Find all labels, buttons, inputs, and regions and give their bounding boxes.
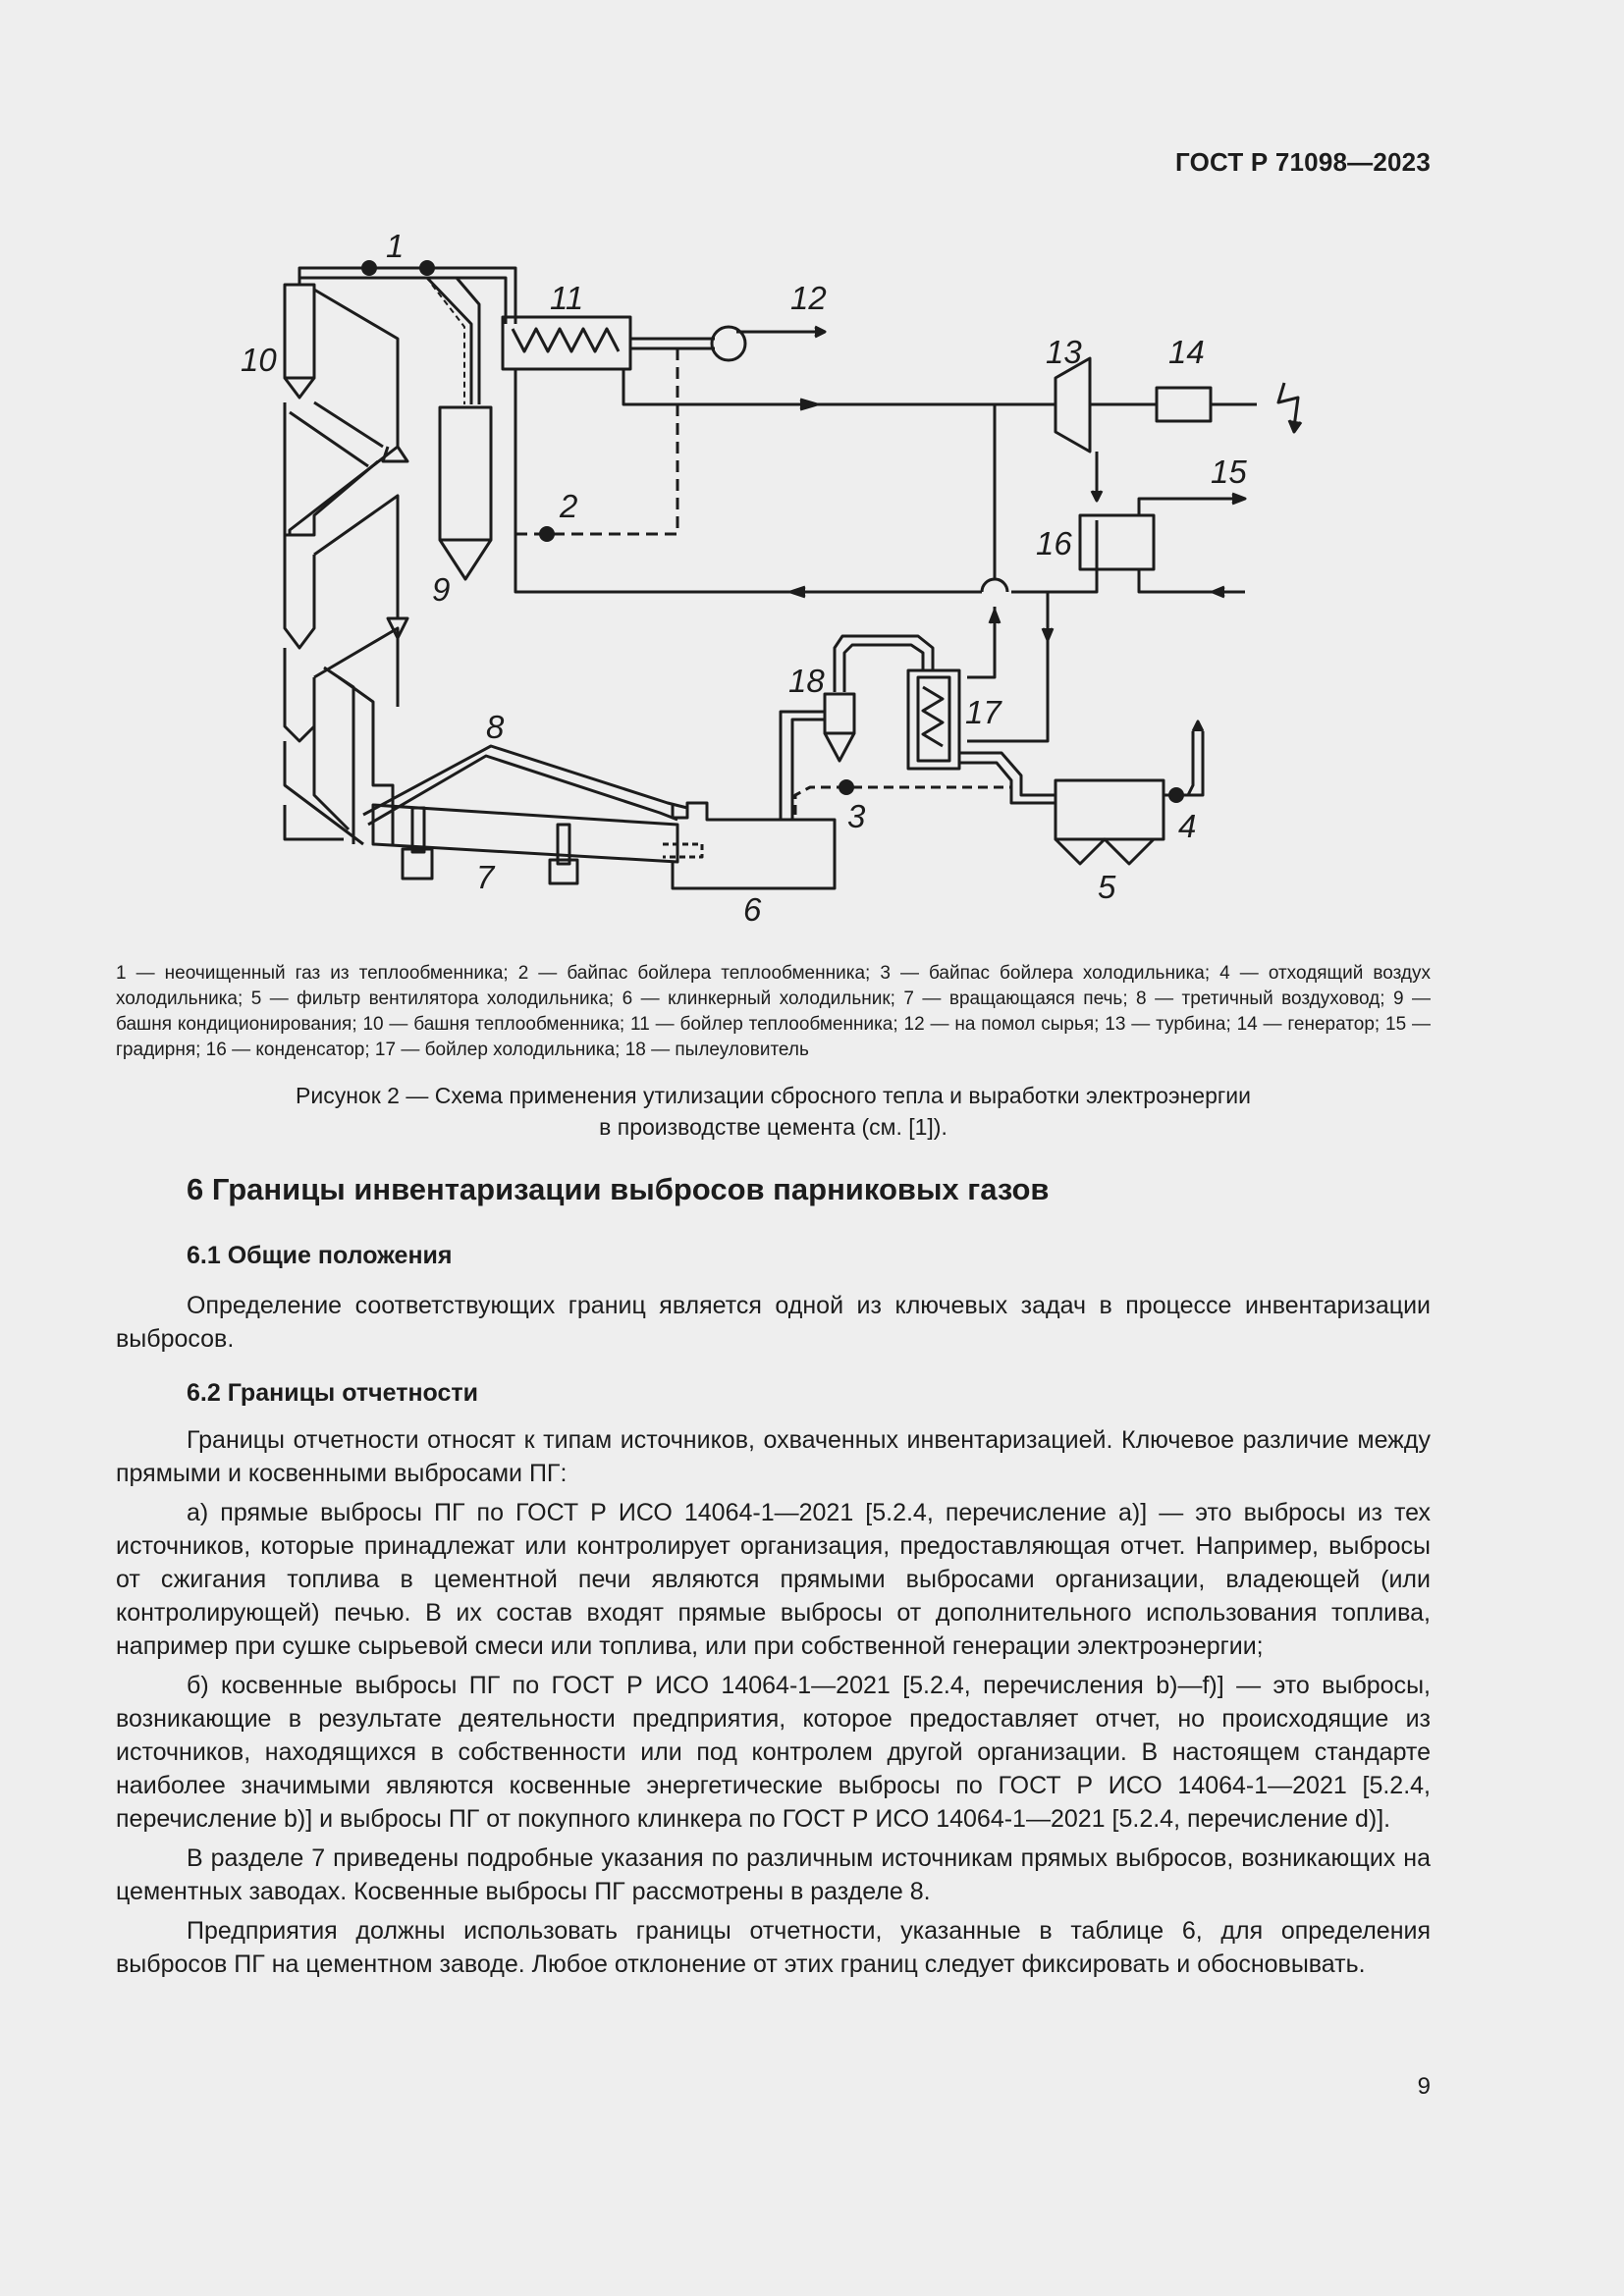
label-8: 8 — [486, 709, 505, 745]
paragraph: Границы отчетности относят к типам источников, охваченных инвентаризацией. Ключевое различие между прямыми и косвенными выбросами ПГ: — [116, 1426, 1431, 1487]
section-6-2-title: 6.2 Границы отчетности — [187, 1379, 479, 1407]
section-6-1-title: 6.1 Общие положения — [187, 1242, 453, 1269]
label-2: 2 — [560, 488, 578, 524]
section-6-2-body — [116, 1423, 1431, 1987]
label-7: 7 — [476, 859, 495, 895]
page-number: 9 — [1417, 2073, 1431, 2100]
label-1: 1 — [386, 228, 405, 264]
legend-text: 1 — неочищенный газ из теплообменника; 2 — байпас бойлера теплообменника; 3 — байпас бойлера холодильника; 4 — отходящий воздух холодильника; 5 — фильтр вентилятора холодильника; 6 — клинкерный холодильник; 7 — вращающаяся печь; 8 — третичный воздуховод; 9 — башня кондиционирования; 10 — башня теплообменника; 11 — бойлер теплообменника; 12 — на помол сырья; 13 — турбина; 14 — генератор; 15 — градирня; 16 — конденсатор; 17 — бойлер холодильника; 18 — пылеуловитель — [116, 963, 1431, 1060]
label-13: 13 — [1046, 334, 1082, 370]
caption-line-2: в производстве цемента (см. [1]). — [599, 1114, 947, 1140]
label-4: 4 — [1178, 808, 1197, 844]
label-11: 11 — [550, 280, 584, 316]
figure-caption — [116, 1080, 1431, 1143]
label-3: 3 — [847, 798, 866, 834]
turbine — [1056, 358, 1090, 452]
section-6-title: 6 Границы инвентаризации выбросов парниковых газов — [187, 1172, 1050, 1206]
condenser — [1080, 515, 1154, 569]
label-14: 14 — [1168, 334, 1205, 370]
cooler-filter — [1056, 780, 1164, 864]
dust-collector — [825, 694, 854, 733]
conditioning-tower — [427, 278, 491, 579]
paragraph: Предприятия должны использовать границы отчетности, указанные в таблице 6, для определения выбросов ПГ на цементном заводе. Любое отклонение от этих границ следует фиксировать и обосновывать. — [116, 1917, 1431, 1978]
label-18: 18 — [788, 663, 825, 699]
caption-line-1: Рисунок 2 — Схема применения утилизации сбросного тепла и выработки электроэнергии — [296, 1083, 1251, 1108]
label-16: 16 — [1036, 525, 1072, 561]
label-15: 15 — [1211, 454, 1247, 490]
preheater-boiler — [503, 317, 630, 369]
rotary-kiln — [373, 805, 677, 883]
list-item-b: б) косвенные выбросы ПГ по ГОСТ Р ИСО 14064-1—2021 [5.2.4, перечисления b)—f)] — это выбросы, возникающие в результате деятельности предприятия, которое предоставляет отчет, но происходящие из источников, находящихся в собственности или под контролем другой организации. В настоящем стандарте наиболее значимыми являются косвенные энергетические выбросы по ГОСТ Р ИСО 14064-1—2021 [5.2.4, перечисление b)] и выбросы ПГ от покупного клинкера по ГОСТ Р ИСО 14064-1—2021 [5.2.4, перечисление d)]. — [116, 1672, 1431, 1833]
cooler-boiler — [908, 670, 959, 769]
generator — [1157, 388, 1211, 421]
figure-legend — [116, 961, 1431, 1063]
heat-exchanger-tower — [285, 285, 407, 844]
clinker-cooler — [663, 803, 835, 888]
label-5: 5 — [1098, 869, 1116, 905]
paragraph: В разделе 7 приведены подробные указания по различным источникам прямых выбросов, возникающих на цементных заводах. Косвенные выбросы ПГ рассмотрены в разделе 8. — [116, 1844, 1431, 1905]
label-12: 12 — [790, 280, 827, 316]
paragraph: Определение соответствующих границ является одной из ключевых задач в процессе инвентаризации выбросов. — [116, 1292, 1431, 1353]
process-diagram — [0, 0, 1624, 942]
document-code: ГОСТ Р 71098—2023 — [1175, 147, 1431, 177]
label-17: 17 — [965, 694, 1001, 730]
label-6: 6 — [743, 891, 762, 928]
label-10: 10 — [241, 342, 277, 378]
list-item-a: а) прямые выбросы ПГ по ГОСТ Р ИСО 14064-1—2021 [5.2.4, перечисление а)] — это выбросы из тех источников, которые принадлежат или контролирует организация, предоставляющая отчет. Например, выбросы от сжигания топлива в цементной печи являются прямыми выбросами организации, владеющей (или контролирующей) печью. В их состав входят прямые выбросы от дополнительного использования топлива, например при сушке сырьевой смеси или топлива, или при собственной генерации электроэнергии; — [116, 1499, 1431, 1660]
section-6-1-body — [116, 1289, 1431, 1362]
label-9: 9 — [432, 571, 451, 608]
